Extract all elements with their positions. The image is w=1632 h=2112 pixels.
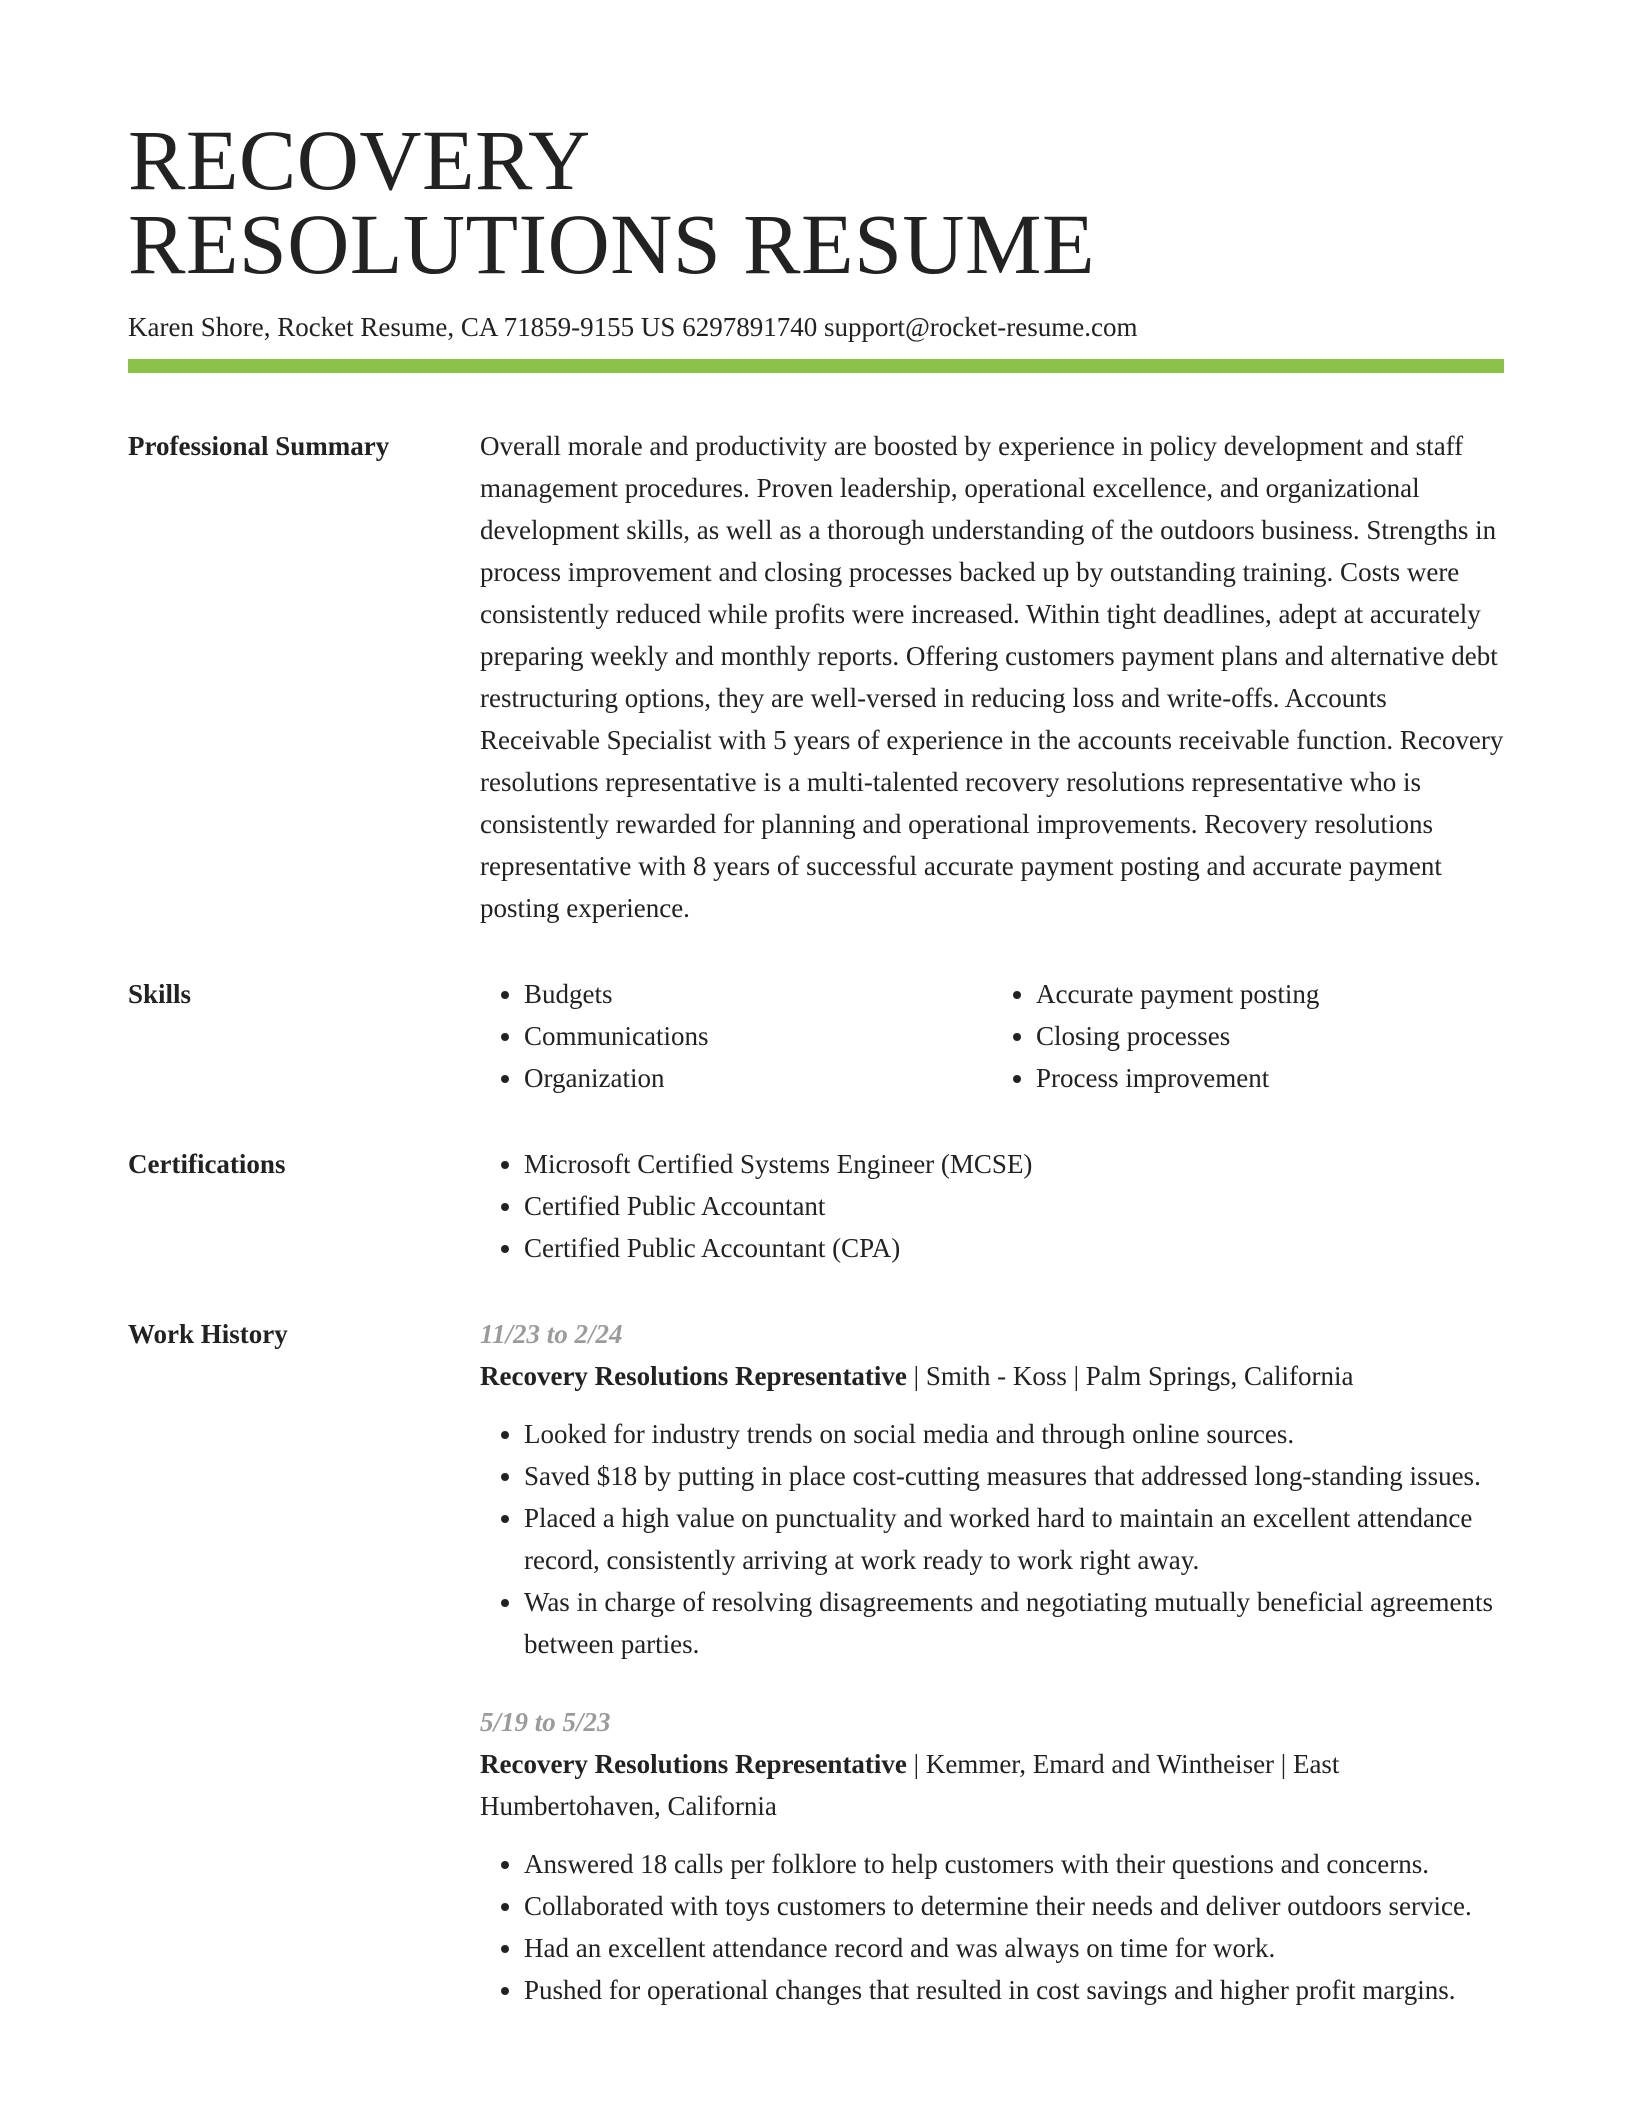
accent-divider: [128, 359, 1504, 373]
section-certifications: [128, 1143, 1504, 1269]
certifications-body: [480, 1143, 1504, 1269]
job-bullet: • Placed a high value on punctuality and worked hard to maintain an excellent attendance record, consistently arriving at work ready to work right away.: [524, 1497, 1504, 1581]
title-line-1: RECOVERY: [128, 112, 591, 208]
job-bullet: • Saved $18 by putting in place cost-cutting measures that addressed long-standing issues.: [524, 1455, 1504, 1497]
skills-list-right: [992, 973, 1504, 1099]
skill-item: • Budgets: [524, 973, 992, 1015]
contact-email: support@rocket-resume.com: [823, 312, 1138, 342]
section-skills: [128, 973, 1504, 1099]
certification-item: • Certified Public Accountant: [524, 1185, 1504, 1227]
certifications-list: [480, 1143, 1504, 1269]
job-title: Recovery Resolutions Representative: [480, 1749, 907, 1779]
work-history-body: [480, 1313, 1504, 2011]
title-line-2: RESOLUTIONS RESUME: [128, 196, 1096, 292]
resume-title: [128, 112, 1504, 292]
contact-phone: 6297891740: [682, 312, 818, 342]
section-label-certifications: Certifications: [128, 1149, 286, 1179]
job-details: | Kemmer, Emard and Wintheiser | East Humbertohaven, California: [480, 1749, 1340, 1821]
skill-item: • Communications: [524, 1015, 992, 1057]
contact-line: [128, 309, 1504, 345]
job-details: | Smith - Koss | Palm Springs, California: [906, 1361, 1354, 1391]
section-work-history: [128, 1313, 1504, 2011]
summary-text: Overall morale and productivity are boosted by experience in policy development and staff management procedures. Proven leadership, operational excellence, and organizational development skills, as well as a thorough understanding of the outdoors business. Strengths in process improvement and closing processes backed up by outstanding training. Costs were consistently reduced while profits were increased. Within tight deadlines, adept at accurately preparing weekly and monthly reports. Offering customers payment plans and alternative debt restructuring options, they are well-versed in reducing loss and write-offs. Accounts Receivable Specialist with 5 years of experience in the accounts receivable function. Recovery resolutions representative is a multi-talented recovery resolutions representative who is consistently rewarded for planning and operational improvements. Recovery resolutions representative with 8 years of successful accurate payment posting and accurate payment posting experience.: [480, 431, 1504, 923]
job-title-line: [480, 1743, 1504, 1827]
resume-page: [128, 112, 1504, 2011]
section-label-work-history: Work History: [128, 1319, 288, 1349]
job-bullet: • Answered 18 calls per folklore to help customers with their questions and concerns.: [524, 1843, 1504, 1885]
skill-item: • Accurate payment posting: [1036, 973, 1504, 1015]
job-entry: [480, 1313, 1504, 1665]
certification-item: • Microsoft Certified Systems Engineer (MCSE): [524, 1143, 1504, 1185]
job-bullets: [480, 1413, 1504, 1665]
skill-item: • Process improvement: [1036, 1057, 1504, 1099]
skill-item: • Closing processes: [1036, 1015, 1504, 1057]
section-professional-summary: [128, 425, 1504, 929]
job-bullets: [480, 1843, 1504, 2011]
skill-item: • Organization: [524, 1057, 992, 1099]
job-bullet: • Was in charge of resolving disagreements and negotiating mutually beneficial agreements between parties.: [524, 1581, 1504, 1665]
job-bullet: • Collaborated with toys customers to determine their needs and deliver outdoors service.: [524, 1885, 1504, 1927]
job-entry: [480, 1701, 1504, 2011]
job-title: Recovery Resolutions Representative: [480, 1361, 907, 1391]
certification-item: • Certified Public Accountant (CPA): [524, 1227, 1504, 1269]
job-bullet: • Had an excellent attendance record and was always on time for work.: [524, 1927, 1504, 1969]
contact-name-address: Karen Shore, Rocket Resume, CA 71859-9155 US: [128, 312, 676, 342]
job-dates: 5/19 to 5/23: [480, 1707, 611, 1737]
section-label-summary: Professional Summary: [128, 431, 390, 461]
job-bullet: • Pushed for operational changes that resulted in cost savings and higher profit margins.: [524, 1969, 1504, 2011]
skills-list-left: [480, 973, 992, 1099]
skills-grid: [480, 973, 1504, 1099]
job-title-line: [480, 1355, 1504, 1397]
section-label-skills: Skills: [128, 979, 192, 1009]
summary-body: [480, 425, 1504, 929]
job-dates: 11/23 to 2/24: [480, 1319, 623, 1349]
job-bullet: • Looked for industry trends on social media and through online sources.: [524, 1413, 1504, 1455]
